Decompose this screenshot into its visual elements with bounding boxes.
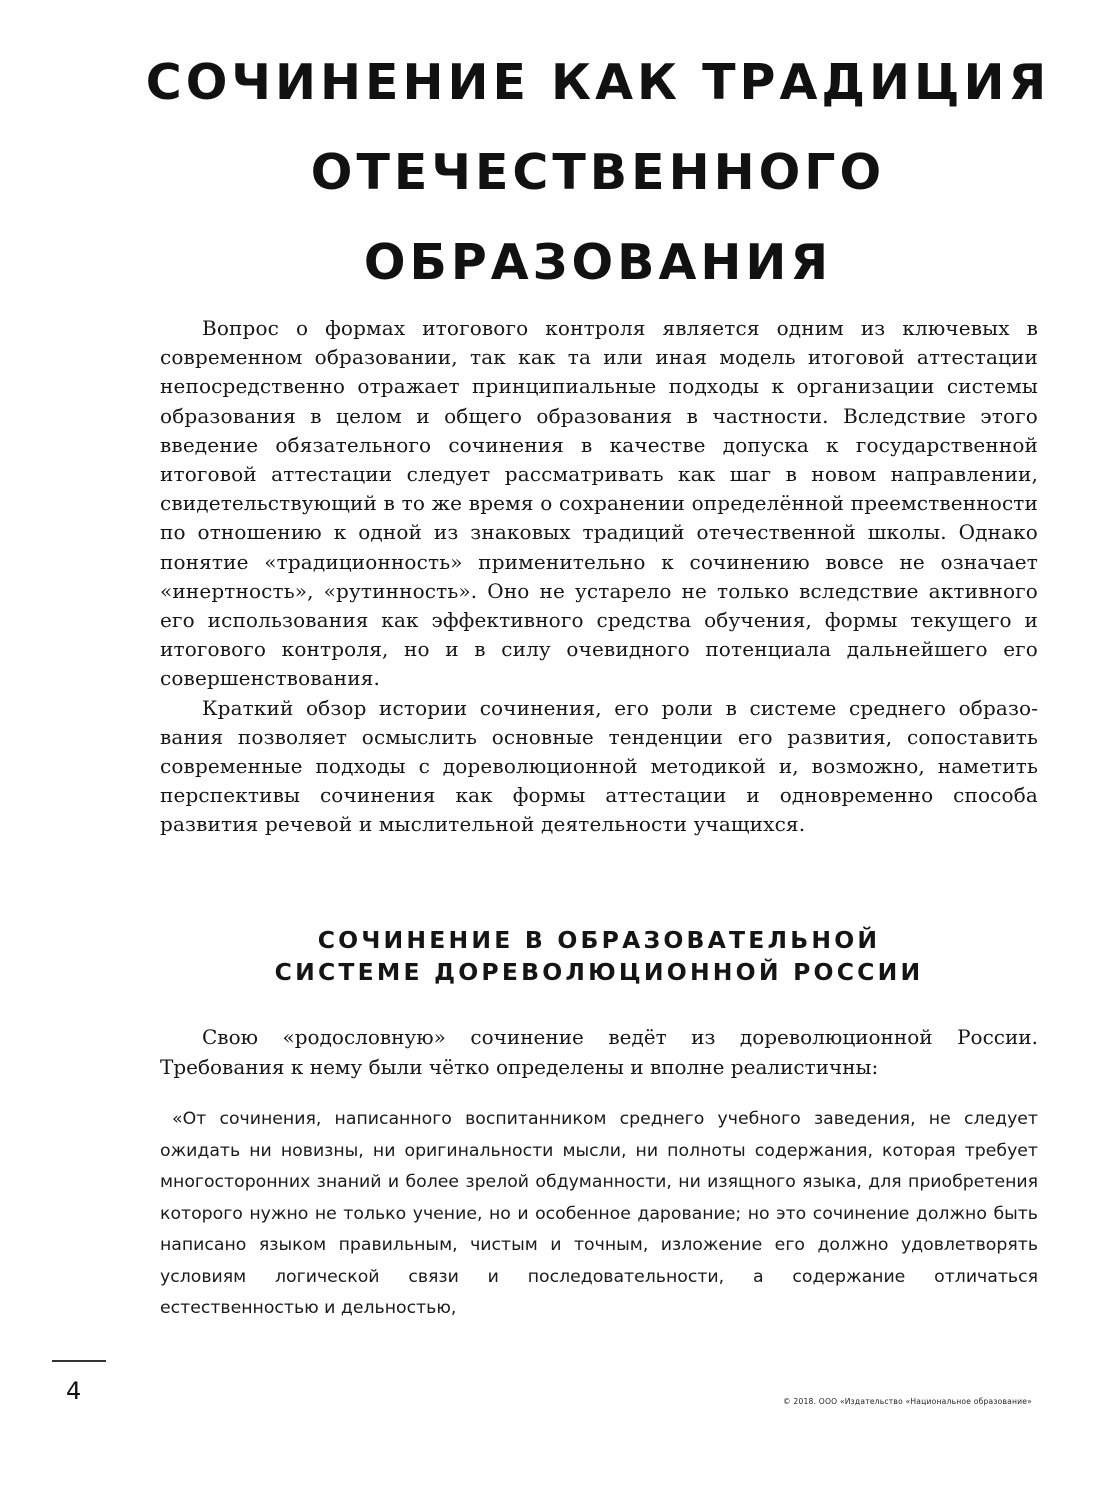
- copyright-notice: © 2018. ООО «Издательство «Национальное образование»: [783, 1397, 1032, 1406]
- quote-paragraph: «От сочинения, написанного воспитанником среднего учебного заведения, не следует ожидать ни новизны, ни оригинальности мысли, ни полноты содержания, которая требует многосторонних знаний и более зрелой обдуманности, ни изящного языка, для приобретения которого нужно не только учение, но и особенное дарование; но это сочинение должно быть написано языком правильным, чистым и точным, изложение его должно удовлетворять условиям логической связи и последовательности, а содержание отличаться естественностью и дельностью,: [160, 1109, 1038, 1318]
- title-line-2: ОТЕЧЕСТВЕННОГО: [310, 144, 886, 201]
- intro-text: [160, 314, 1038, 840]
- intro-paragraph-2: Краткий обзор истории сочинения, его роли в системе среднего образования позволяет осмыслить основные тенденции его развития, сопоставить современные подходы с дореволюционной методикой и, возможно, наметить перспективы сочинения как формы аттестации и одновременно способа развития речевой и мыслительной деятельности учащихся.: [160, 695, 1038, 837]
- section-heading: [160, 924, 1038, 988]
- page-number: 4: [66, 1377, 82, 1405]
- section-lead-paragraph: Свою «родословную» сочинение ведёт из дореволюционной России. Требования к нему были чётко определены и вполне реалистичны:: [160, 1025, 1038, 1079]
- title-line-3: ОБРАЗОВАНИЯ: [363, 234, 833, 291]
- section-lead: [160, 1022, 1038, 1082]
- intro-paragraph-1: Вопрос о формах итогового контроля является одним из ключевых в современном образовании, так как та или иная модель итоговой аттестации непосредственно отражает принципиальные подходы к организации системы образования в целом и общего образования в частности. Вследствие этого введение обязательного сочинения в качестве допуска к государственной итоговой аттестации следует рассматривать как шаг в новом направлении, свидетельствующий в то же время о сохранении определённой преемственности по отношению к одной из знаковых традиций отечественной школы. Однако понятие «традиционность» применительно к сочинению вовсе не означает «инертность», «рутинность». Оно не устарело не только вследствие активного его использования как эффективного средства обучения, формы текущего и итогового контроля, но и в силу очевидного потенциала дальнейшего его совершенствования.: [160, 316, 1038, 691]
- footer-divider: [52, 1360, 106, 1362]
- section-heading-line-1: СОЧИНЕНИЕ В ОБРАЗОВАТЕЛЬНОЙ: [317, 926, 881, 954]
- title-line-1: СОЧИНЕНИЕ КАК ТРАДИЦИЯ: [145, 54, 1051, 111]
- quote-block: [160, 1104, 1038, 1325]
- section-heading-line-2: СИСТЕМЕ ДОРЕВОЛЮЦИОННОЙ РОССИИ: [274, 958, 924, 986]
- page-title: [120, 38, 1076, 308]
